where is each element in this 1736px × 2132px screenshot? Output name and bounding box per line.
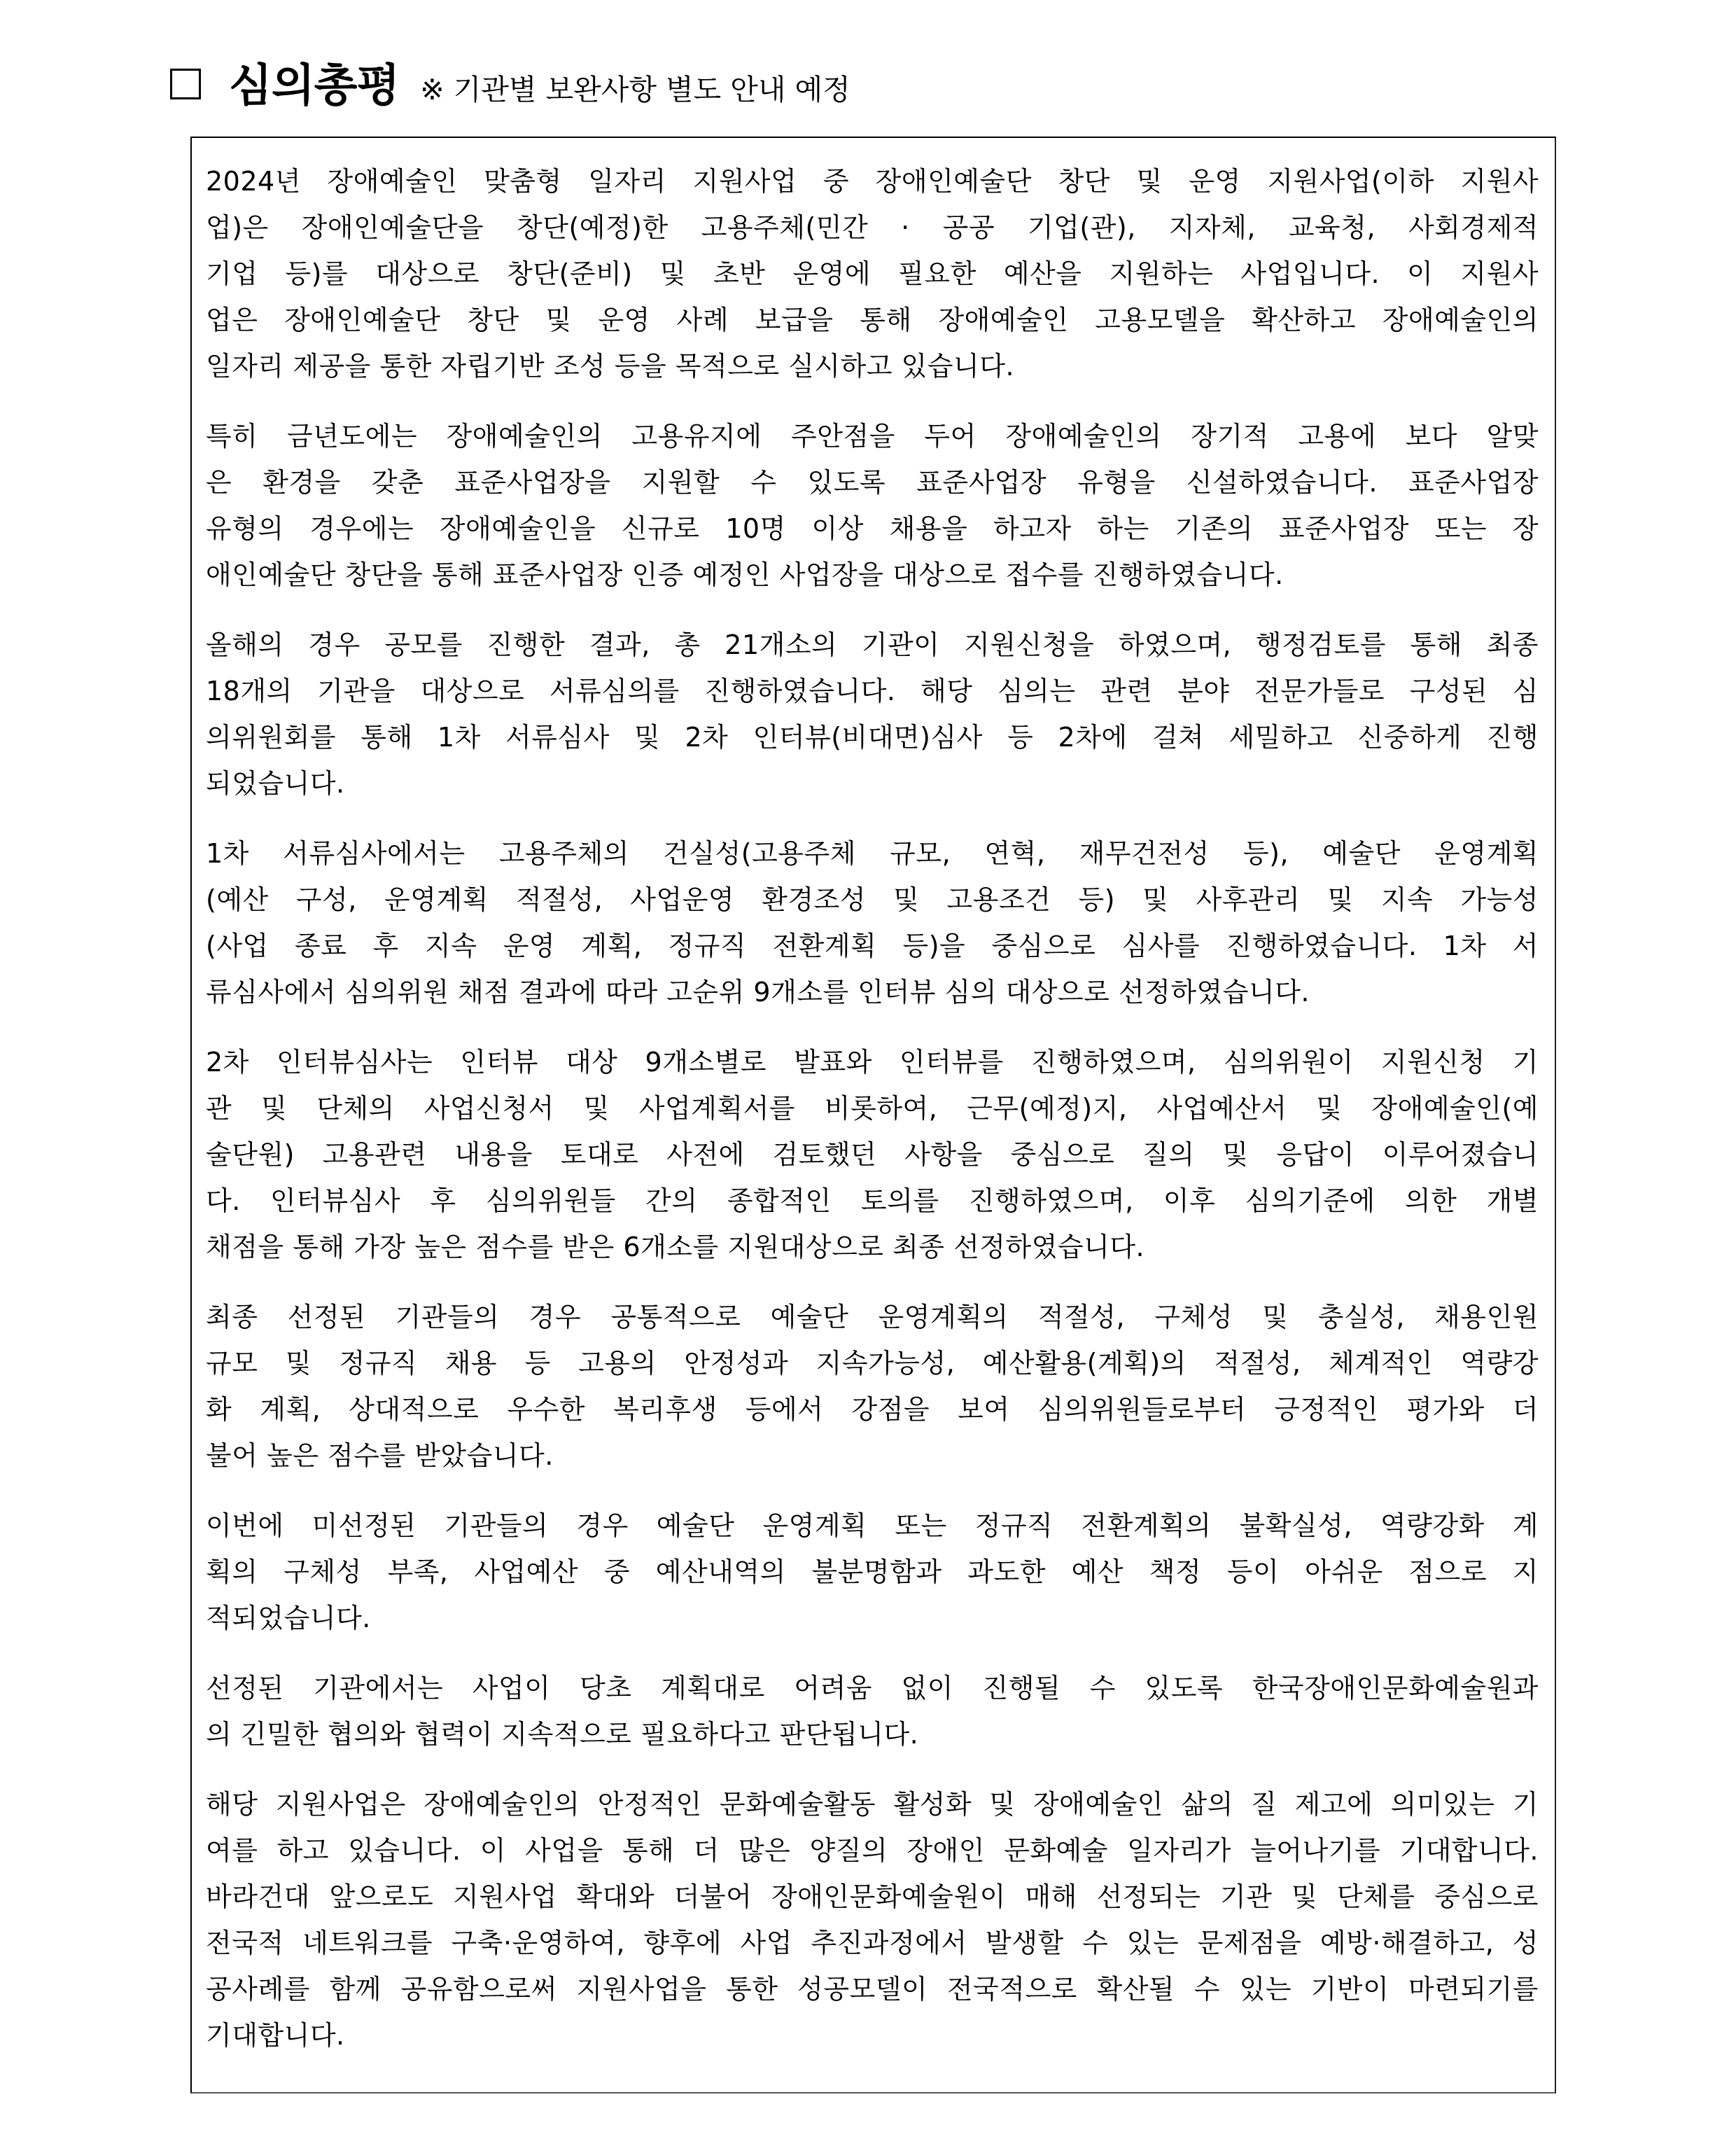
- text-line: 규모 및 정규직 채용 등 고용의 안정성과 지속가능성, 예산활용(계획)의 적절성, 체계적인 역량강: [206, 1348, 1539, 1379]
- paragraph-2: [206, 413, 1539, 598]
- text-line: 전국적 네트워크를 구축·운영하여, 향후에 사업 추진과정에서 발생할 수 있는 문제점을 예방·해결하고, 성: [206, 1928, 1539, 1958]
- text-line: 올해의 경우 공모를 진행한 결과, 총 21개소의 기관이 지원신청을 하였으며, 행정검토를 통해 최종: [206, 629, 1539, 660]
- text-line: 공사례를 함께 공유함으로써 지원사업을 통한 성공모델이 전국적으로 확산될 수 있는 기반이 마련되기를: [206, 1974, 1539, 2005]
- empty-square-icon: [170, 69, 201, 99]
- text-line: 일자리 제공을 통한 자립기반 조성 등을 목적으로 실시하고 있습니다.: [206, 351, 1015, 382]
- text-line: 적되었습니다.: [206, 1603, 371, 1633]
- text-line: 화 계획, 상대적으로 우수한 복리후생 등에서 강점을 보여 심의위원들로부터 긍정적인 평가와 더: [206, 1394, 1539, 1425]
- review-summary-box: [190, 137, 1556, 2093]
- text-line: 기대합니다.: [206, 2020, 345, 2051]
- text-line: 되었습니다.: [206, 768, 345, 799]
- text-line: 1차 서류심사에서는 고용주체의 건실성(고용주체 규모, 연혁, 재무건전성 등), 예술단 운영계획: [206, 838, 1539, 869]
- paragraph-8: [206, 1665, 1539, 1757]
- text-line: 2024년 장애예술인 맞춤형 일자리 지원사업 중 장애인예술단 창단 및 운영 지원사업(이하 지원사: [206, 166, 1539, 197]
- text-line: 유형의 경우에는 장애예술인을 신규로 10명 이상 채용을 하고자 하는 기존의 표준사업장 또는 장: [206, 513, 1539, 544]
- text-line: 업)은 장애인예술단을 창단(예정)한 고용주체(민간 · 공공 기업(관), 지자체, 교육청, 사회경제적: [206, 212, 1539, 243]
- text-line: 은 환경을 갖춘 표준사업장을 지원할 수 있도록 표준사업장 유형을 신설하였습니다. 표준사업장: [206, 467, 1539, 498]
- paragraph-3: [206, 622, 1539, 807]
- section-note: ※ 기관별 보완사항 별도 안내 예정: [420, 72, 850, 106]
- text-line: (예산 구성, 운영계획 적절성, 사업운영 환경조성 및 고용조건 등) 및 사후관리 및 지속 가능성: [206, 884, 1539, 915]
- text-line: 2차 인터뷰심사는 인터뷰 대상 9개소별로 발표와 인터뷰를 진행하였으며, 심의위원이 지원신청 기: [206, 1047, 1539, 1078]
- text-line: 해당 지원사업은 장애예술인의 안정적인 문화예술활동 활성화 및 장애예술인 삶의 질 제고에 의미있는 기: [206, 1789, 1539, 1820]
- text-line: 불어 높은 점수를 받았습니다.: [206, 1440, 554, 1471]
- paragraph-5: [206, 1039, 1539, 1270]
- paragraph-1: [206, 158, 1539, 389]
- text-line: (사업 종료 후 지속 운영 계획, 정규직 전환계획 등)을 중심으로 심사를 진행하였습니다. 1차 서: [206, 931, 1539, 961]
- paragraph-7: [206, 1503, 1539, 1641]
- text-line: 최종 선정된 기관들의 경우 공통적으로 예술단 운영계획의 적절성, 구체성 및 충실성, 채용인원: [206, 1302, 1539, 1332]
- text-line: 이번에 미선정된 기관들의 경우 예술단 운영계획 또는 정규직 전환계획의 불확실성, 역량강화 계: [206, 1510, 1539, 1541]
- text-line: 류심사에서 심의위원 채점 결과에 따라 고순위 9개소를 인터뷰 심의 대상으로 선정하였습니다.: [206, 977, 1310, 1008]
- text-line: 18개의 기관을 대상으로 서류심의를 진행하였습니다. 해당 심의는 관련 분야 전문가들로 구성된 심: [206, 676, 1539, 706]
- text-line: 기업 등)를 대상으로 창단(준비) 및 초반 운영에 필요한 예산을 지원하는 사업입니다. 이 지원사: [206, 258, 1539, 289]
- text-line: 업은 장애인예술단 창단 및 운영 사례 보급을 통해 장애예술인 고용모델을 확산하고 장애예술인의: [206, 305, 1539, 335]
- section-heading: [170, 50, 850, 113]
- text-line: 여를 하고 있습니다. 이 사업을 통해 더 많은 양질의 장애인 문화예술 일자리가 늘어나기를 기대합니다.: [206, 1835, 1539, 1866]
- text-line: 채점을 통해 가장 높은 점수를 받은 6개소를 지원대상으로 최종 선정하였습니다.: [206, 1232, 1145, 1262]
- section-title: 심의총평: [229, 60, 400, 112]
- text-line: 의 긴밀한 협의와 협력이 지속적으로 필요하다고 판단됩니다.: [206, 1719, 919, 1750]
- paragraph-4: [206, 830, 1539, 1015]
- text-line: 술단원) 고용관련 내용을 토대로 사전에 검토했던 사항을 중심으로 질의 및 응답이 이루어졌습니: [206, 1139, 1539, 1170]
- text-line: 바라건대 앞으로도 지원사업 확대와 더불어 장애인문화예술원이 매해 선정되는 기관 및 단체를 중심으로: [206, 1881, 1539, 1912]
- text-line: 선정된 기관에서는 사업이 당초 계획대로 어려움 없이 진행될 수 있도록 한국장애인문화예술원과: [206, 1673, 1539, 1703]
- paragraph-9: [206, 1781, 1539, 2058]
- text-line: 의위원회를 통해 1차 서류심사 및 2차 인터뷰(비대면)심사 등 2차에 걸쳐 세밀하고 신중하게 진행: [206, 722, 1539, 753]
- text-line: 다. 인터뷰심사 후 심의위원들 간의 종합적인 토의를 진행하였으며, 이후 심의기준에 의한 개별: [206, 1185, 1539, 1216]
- text-line: 애인예술단 창단을 통해 표준사업장 인증 예정인 사업장을 대상으로 접수를 진행하였습니다.: [206, 559, 1284, 590]
- paragraph-6: [206, 1294, 1539, 1479]
- text-line: 관 및 단체의 사업신청서 및 사업계획서를 비롯하여, 근무(예정)지, 사업예산서 및 장애예술인(예: [206, 1093, 1539, 1124]
- text-line: 획의 구체성 부족, 사업예산 중 예산내역의 불분명함과 과도한 예산 책정 등이 아쉬운 점으로 지: [206, 1556, 1539, 1587]
- text-line: 특히 금년도에는 장애예술인의 고용유지에 주안점을 두어 장애예술인의 장기적 고용에 보다 알맞: [206, 421, 1539, 452]
